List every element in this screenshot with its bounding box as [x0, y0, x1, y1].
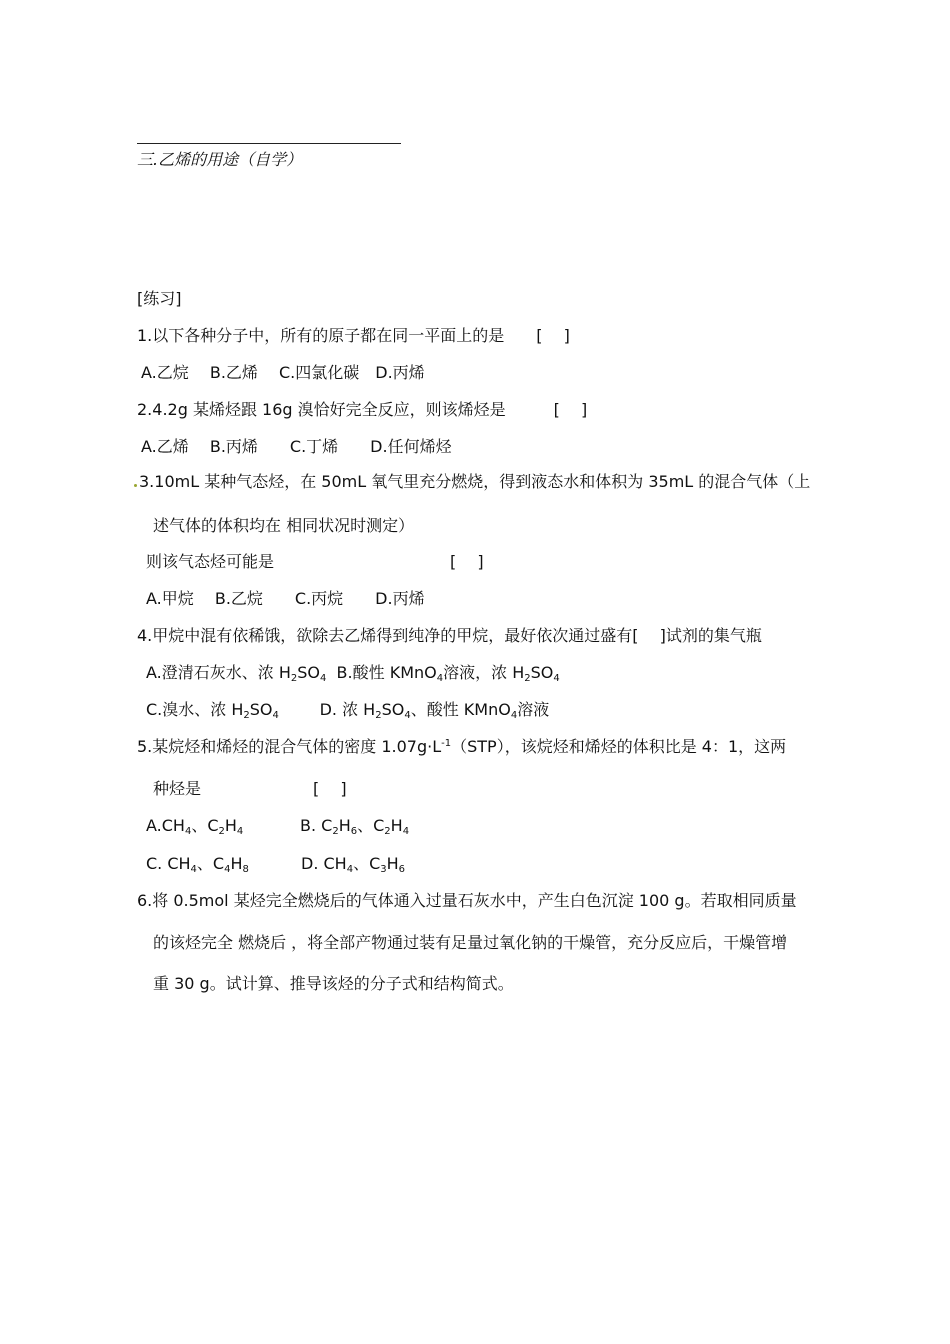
question-3-ask: 则该气态烃可能是 [ ] [146, 552, 484, 571]
question-5-stem-continued: 种烃是 [ ] [153, 779, 347, 798]
question-6-line-2: 的该烃完全 燃烧后 ，将全部产物通过装有足量过氧化钠的干燥管，充分反应后，干燥管增 [153, 933, 788, 952]
question-3-stem: 3.10mL 某种气态烃，在 50mL 氧气里充分燃烧，得到液态水和体积为 35mL 的混合气体（上 [139, 472, 811, 491]
question-3-options: A.甲烷 B.乙烷 C.丙烷 D.丙烯 [146, 589, 425, 608]
question-2-stem: 2.4.2g 某烯烃跟 16g 溴恰好完全反应，则该烯烃是 [ ] [137, 400, 588, 419]
practice-label: [练习] [137, 289, 182, 308]
question-3-stem-continued: 述气体的体积均在 相同状况时测定） [153, 516, 415, 535]
margin-mark [134, 484, 137, 487]
question-5-option-c: C. $CH_4$、$C_4H_8$ [146, 854, 249, 875]
question-2-options: A.乙烯 B.丙烯 C.丁烯 D.任何烯烃 [141, 437, 452, 456]
question-5-option-d: D. $CH_4$、$C_3H_6$ [301, 854, 406, 875]
question-4-options-cd: C.溴水、浓 $H_2SO_4$ D. 浓 $H_2SO_4$、酸性 KMnO$_4$溶液 [146, 700, 550, 721]
question-6-line-3: 重 30 g。试计算、推导该烃的分子式和结构简式。 [153, 974, 514, 993]
question-1-stem: 1.以下各种分子中，所有的原子都在同一平面上的是 [ ] [137, 326, 570, 345]
question-5-option-b: B. $C_2H_6$、$C_2H_4$ [300, 816, 410, 837]
question-1-options: A.乙烷 B.乙烯 C.四氯化碳 D.丙烯 [141, 363, 425, 382]
question-4-options-ab: A.澄清石灰水、浓 $H_2SO_4$ B.酸性 KMnO$_4$溶液，浓 $H_2SO_4$ [146, 663, 560, 684]
question-4-stem: 4.甲烷中混有依稀饿，欲除去乙烯得到纯净的甲烷，最好依次通过盛有[ ]试剂的集气瓶 [137, 626, 762, 645]
question-6-line-1: 6.将 0.5mol 某烃完全燃烧后的气体通入过量石灰水中，产生白色沉淀 100 g。若取相同质量 [137, 891, 797, 910]
section-title: 三.乙烯的用途（自学） [137, 150, 303, 169]
header-rule [137, 143, 401, 144]
question-5-stem: 5.某烷烃和烯烃的混合气体的密度 $1.07g\cdot L^{-1}(STP)$，该烷烃和烯烃的体积比是 4：1，这两 [137, 737, 787, 756]
question-5-option-a: $A.CH_4$、$C_2H_4$ [146, 816, 244, 837]
